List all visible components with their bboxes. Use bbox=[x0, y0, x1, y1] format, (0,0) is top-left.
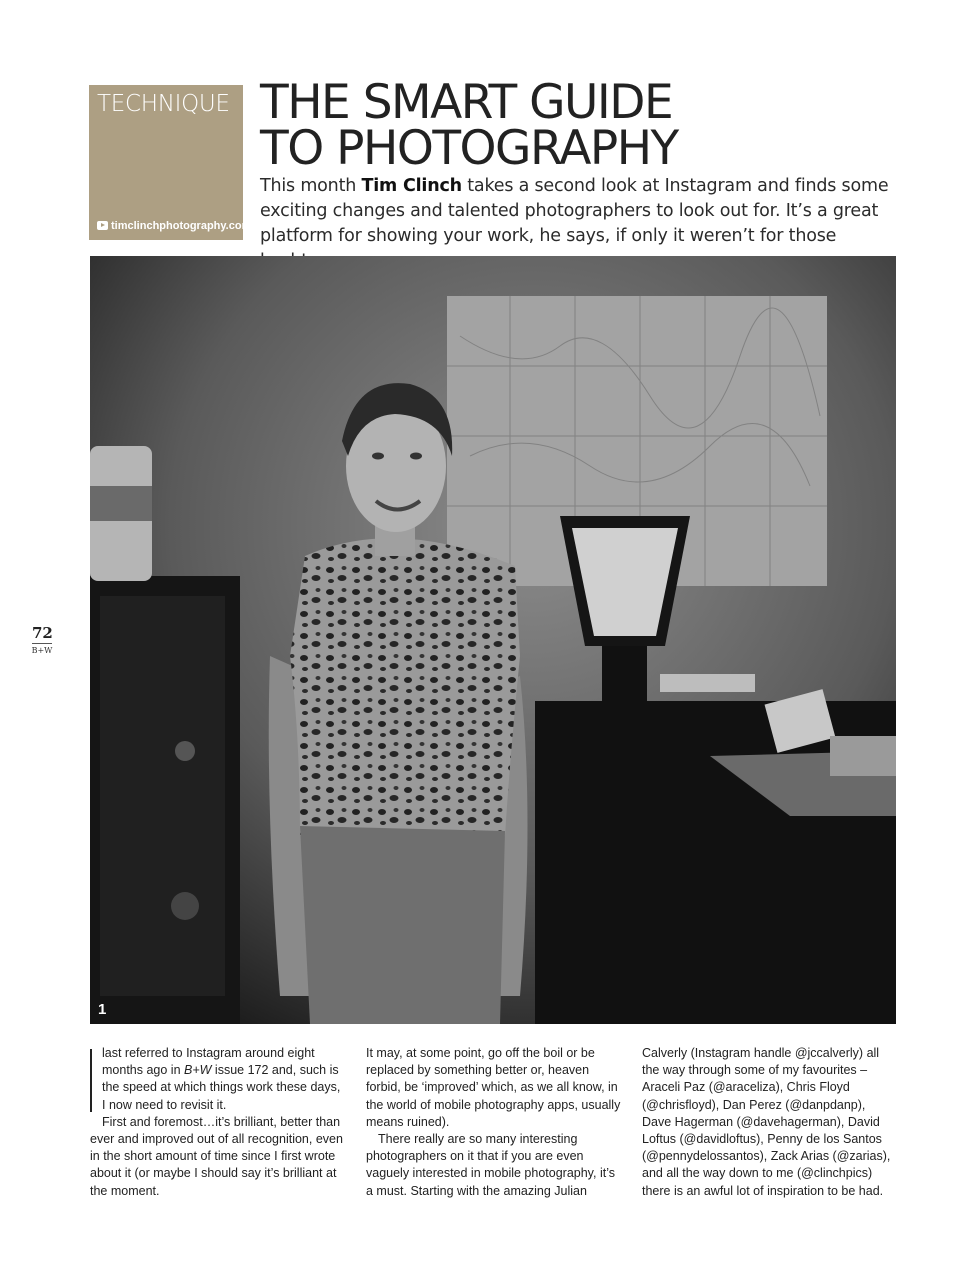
body-column-2 bbox=[366, 1045, 621, 1200]
author-name: Tim Clinch bbox=[361, 176, 462, 196]
headline bbox=[260, 75, 900, 176]
headline-line-1: THE SMART GUIDE bbox=[260, 75, 673, 130]
portrait-photo bbox=[90, 256, 896, 1024]
magazine-name: B+W bbox=[31, 646, 53, 655]
body-paragraph: There really are so many interesting photographers on it that if you are even vaguely interested in mobile photography, it’s a must. Starting with the amazing Julian bbox=[366, 1132, 615, 1198]
body-paragraph: Calverly (Instagram handle @jccalverly) all the way through some of my favourites – Araceli Paz (@araceliza), Chris Floyd (@chrisfloyd), Dan Perez (@danpdanp), Dave Hagerman (@davehagerman), David Loftus (@davidloftus), Penny de los Santos (@pennydelossantos), Zack Arias (@zarias), and all the way down to me (@clinchpics) there is an awful lot of inspiration to be had. bbox=[642, 1046, 891, 1198]
photo-number: 1 bbox=[98, 1001, 107, 1018]
body-paragraph: last referred to Instagram around eight months ago in B+W issue 172 and, such is the speed at which things work these days, I now need to revisit it. bbox=[90, 1045, 345, 1114]
photo-illustration bbox=[90, 256, 896, 1024]
website-credit[interactable] bbox=[97, 220, 251, 232]
body-paragraph: First and foremost…it’s brilliant, better than ever and improved out of all recognition, even in the short amount of time since I first wrote about it (or maybe I should say it’s brilliant at the moment. bbox=[90, 1114, 343, 1198]
headline-line-2: TO PHOTOGRAPHY bbox=[260, 121, 678, 176]
page-number: 72 bbox=[32, 624, 53, 642]
section-label: TECHNIQUE bbox=[97, 91, 230, 117]
website-url: timclinchphotography.com bbox=[111, 220, 252, 232]
standfirst-text: takes a second look at Instagram and finds some exciting changes and talented photographers to look out for. It’s a great platform for showing your work, he says, if only it weren’t for those bbox=[260, 176, 889, 246]
body-column-1 bbox=[90, 1045, 345, 1200]
page-folio bbox=[22, 624, 62, 655]
standfirst-intro: This month bbox=[260, 176, 362, 196]
section-tag bbox=[89, 85, 252, 240]
play-icon bbox=[97, 221, 108, 230]
body-column-3 bbox=[642, 1045, 897, 1200]
body-paragraph: It may, at some point, go off the boil or be replaced by something better or, heaven forbid, be ‘improved’ which, as we all know, in the world of mobile photography apps, usually means ruined). bbox=[366, 1046, 621, 1129]
drop-cap-i bbox=[90, 1049, 92, 1112]
